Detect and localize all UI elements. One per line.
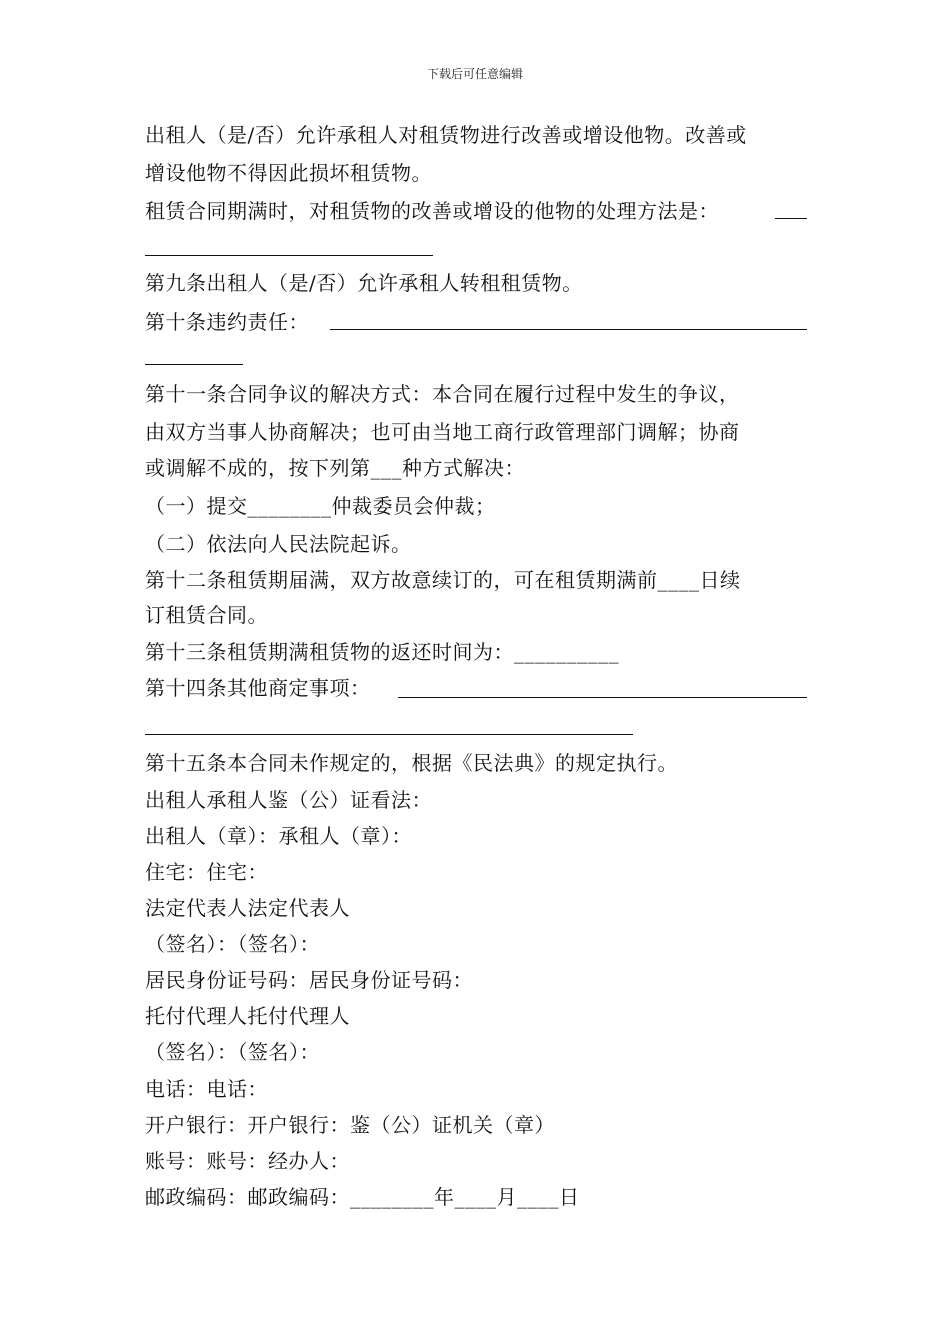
text-line: （一）提交________仲裁委员会仲裁； bbox=[145, 494, 496, 518]
text-line: 第十二条租赁期届满，双方故意续订的，可在租赁期满前____日续 bbox=[145, 568, 741, 592]
text-line: 第十三条租赁期满租赁物的返还时间为：__________ bbox=[145, 640, 619, 664]
text-line: 由双方当事人协商解决；也可由当地工商行政管理部门调解；协商 bbox=[145, 420, 740, 444]
text-line: 出租人承租人鉴（公）证看法： bbox=[145, 788, 432, 812]
text-line: 增设他物不得因此损坏租赁物。 bbox=[145, 161, 432, 185]
text-line: （签名）：（签名）： bbox=[145, 1040, 320, 1064]
text-line: 出租人（是/否）允许承租人对租赁物进行改善或增设他物。改善或 bbox=[145, 123, 747, 147]
text-line: （二）依法向人民法院起诉。 bbox=[145, 532, 412, 556]
text-line: 第十五条本合同未作规定的，根据《民法典》的规定执行。 bbox=[145, 751, 678, 775]
text-line: 账号：账号：经办人： bbox=[145, 1149, 350, 1173]
text-line: 托付代理人托付代理人 bbox=[145, 1004, 350, 1028]
text-line: 第十四条其他商定事项： bbox=[145, 676, 371, 700]
blank-underline bbox=[145, 734, 633, 735]
blank-underline bbox=[145, 255, 433, 256]
text-line: 出租人（章）：承租人（章）： bbox=[145, 824, 412, 848]
text-line: 法定代表人法定代表人 bbox=[145, 896, 350, 920]
blank-underline bbox=[330, 329, 807, 330]
blank-underline bbox=[775, 218, 807, 219]
text-line: （签名）：（签名）： bbox=[145, 932, 320, 956]
text-line: 开户银行：开户银行：鉴（公）证机关（章） bbox=[145, 1113, 555, 1137]
page-header-note: 下载后可任意编辑 bbox=[426, 67, 523, 81]
text-line: 第九条出租人（是/否）允许承租人转租租赁物。 bbox=[145, 271, 583, 295]
text-line: 电话：电话： bbox=[145, 1077, 268, 1101]
text-line: 居民身份证号码：居民身份证号码： bbox=[145, 968, 473, 992]
text-line: 住宅：住宅： bbox=[145, 860, 268, 884]
text-line: 或调解不成的，按下列第___种方式解决： bbox=[145, 456, 525, 480]
text-line: 第十一条合同争议的解决方式：本合同在履行过程中发生的争议， bbox=[145, 382, 740, 406]
text-line: 租赁合同期满时，对租赁物的改善或增设的他物的处理方法是： bbox=[145, 199, 719, 223]
blank-underline bbox=[145, 364, 243, 365]
text-line: 第十条违约责任： bbox=[145, 310, 309, 334]
text-line: 订租赁合同。 bbox=[145, 603, 268, 627]
blank-underline bbox=[398, 697, 807, 698]
text-line: 邮政编码：邮政编码：________年____月____日 bbox=[145, 1185, 580, 1209]
